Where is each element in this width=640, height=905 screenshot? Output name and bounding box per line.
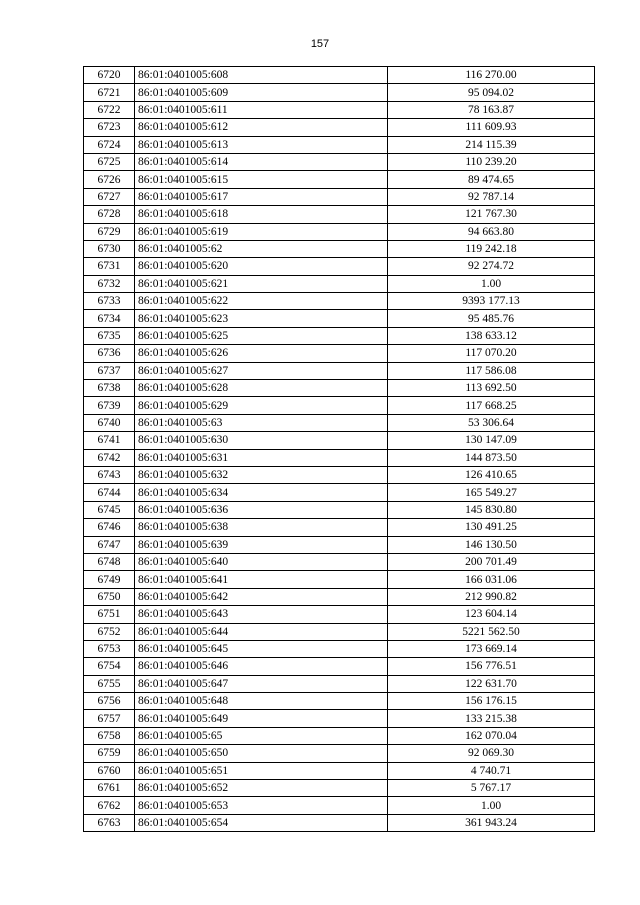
row-number: 6763 xyxy=(84,814,135,831)
table-row xyxy=(84,553,595,570)
cadastral-value: 165 549.27 xyxy=(388,484,595,501)
cadastral-number: 86:01:0401005:646 xyxy=(135,658,388,675)
table-row xyxy=(84,519,595,536)
cadastral-value: 92 069.30 xyxy=(388,745,595,762)
cadastral-value: 5 767.17 xyxy=(388,780,595,797)
row-number: 6732 xyxy=(84,275,135,292)
cadastral-value: 138 633.12 xyxy=(388,327,595,344)
table-row xyxy=(84,327,595,344)
table-row xyxy=(84,136,595,153)
row-number: 6762 xyxy=(84,797,135,814)
cadastral-number: 86:01:0401005:638 xyxy=(135,519,388,536)
row-number: 6761 xyxy=(84,780,135,797)
row-number: 6744 xyxy=(84,484,135,501)
row-number: 6742 xyxy=(84,449,135,466)
cadastral-value: 145 830.80 xyxy=(388,501,595,518)
row-number: 6754 xyxy=(84,658,135,675)
cadastral-number: 86:01:0401005:644 xyxy=(135,623,388,640)
cadastral-value: 361 943.24 xyxy=(388,814,595,831)
row-number: 6724 xyxy=(84,136,135,153)
cadastral-value: 117 586.08 xyxy=(388,362,595,379)
table-row xyxy=(84,67,595,84)
table-row xyxy=(84,693,595,710)
cadastral-value: 122 631.70 xyxy=(388,675,595,692)
table-row xyxy=(84,466,595,483)
cadastral-number: 86:01:0401005:625 xyxy=(135,327,388,344)
row-number: 6722 xyxy=(84,101,135,118)
cadastral-value: 95 485.76 xyxy=(388,310,595,327)
cadastral-value: 1.00 xyxy=(388,275,595,292)
cadastral-value: 110 239.20 xyxy=(388,153,595,170)
table-row xyxy=(84,153,595,170)
row-number: 6747 xyxy=(84,536,135,553)
cadastral-number: 86:01:0401005:621 xyxy=(135,275,388,292)
cadastral-number: 86:01:0401005:632 xyxy=(135,466,388,483)
cadastral-value: 94 663.80 xyxy=(388,223,595,240)
table-row xyxy=(84,119,595,136)
cadastral-number: 86:01:0401005:627 xyxy=(135,362,388,379)
table-row xyxy=(84,345,595,362)
cadastral-number: 86:01:0401005:65 xyxy=(135,727,388,744)
table-row xyxy=(84,397,595,414)
row-number: 6723 xyxy=(84,119,135,136)
table-row xyxy=(84,484,595,501)
cadastral-value: 111 609.93 xyxy=(388,119,595,136)
cadastral-number: 86:01:0401005:643 xyxy=(135,606,388,623)
cadastral-number: 86:01:0401005:642 xyxy=(135,588,388,605)
cadastral-value: 119 242.18 xyxy=(388,240,595,257)
row-number: 6759 xyxy=(84,745,135,762)
row-number: 6750 xyxy=(84,588,135,605)
page-number: 157 xyxy=(310,38,330,50)
row-number: 6728 xyxy=(84,206,135,223)
row-number: 6755 xyxy=(84,675,135,692)
table-row xyxy=(84,536,595,553)
cadastral-value: 146 130.50 xyxy=(388,536,595,553)
cadastral-value: 214 115.39 xyxy=(388,136,595,153)
cadastral-value: 130 491.25 xyxy=(388,519,595,536)
table-row xyxy=(84,658,595,675)
cadastral-value: 116 270.00 xyxy=(388,67,595,84)
table-row xyxy=(84,571,595,588)
cadastral-value: 130 147.09 xyxy=(388,432,595,449)
table-row xyxy=(84,432,595,449)
row-number: 6727 xyxy=(84,188,135,205)
cadastral-value: 5221 562.50 xyxy=(388,623,595,640)
row-number: 6739 xyxy=(84,397,135,414)
row-number: 6745 xyxy=(84,501,135,518)
cadastral-number: 86:01:0401005:653 xyxy=(135,797,388,814)
cadastral-value: 156 176.15 xyxy=(388,693,595,710)
row-number: 6751 xyxy=(84,606,135,623)
table-row xyxy=(84,623,595,640)
cadastral-number: 86:01:0401005:645 xyxy=(135,640,388,657)
cadastral-number: 86:01:0401005:623 xyxy=(135,310,388,327)
cadastral-value: 173 669.14 xyxy=(388,640,595,657)
row-number: 6760 xyxy=(84,762,135,779)
cadastral-number: 86:01:0401005:641 xyxy=(135,571,388,588)
table-row xyxy=(84,171,595,188)
cadastral-number: 86:01:0401005:608 xyxy=(135,67,388,84)
row-number: 6758 xyxy=(84,727,135,744)
cadastral-number: 86:01:0401005:639 xyxy=(135,536,388,553)
row-number: 6720 xyxy=(84,67,135,84)
cadastral-value: 133 215.38 xyxy=(388,710,595,727)
cadastral-number: 86:01:0401005:640 xyxy=(135,553,388,570)
row-number: 6729 xyxy=(84,223,135,240)
row-number: 6737 xyxy=(84,362,135,379)
row-number: 6730 xyxy=(84,240,135,257)
row-number: 6741 xyxy=(84,432,135,449)
cadastral-number: 86:01:0401005:615 xyxy=(135,171,388,188)
table-row xyxy=(84,797,595,814)
cadastral-number: 86:01:0401005:629 xyxy=(135,397,388,414)
cadastral-number: 86:01:0401005:648 xyxy=(135,693,388,710)
cadastral-value: 121 767.30 xyxy=(388,206,595,223)
table-row xyxy=(84,675,595,692)
table-row xyxy=(84,293,595,310)
row-number: 6731 xyxy=(84,258,135,275)
row-number: 6756 xyxy=(84,693,135,710)
cadastral-number: 86:01:0401005:651 xyxy=(135,762,388,779)
table-row xyxy=(84,206,595,223)
table-row xyxy=(84,310,595,327)
cadastral-number: 86:01:0401005:612 xyxy=(135,119,388,136)
cadastral-number: 86:01:0401005:630 xyxy=(135,432,388,449)
row-number: 6743 xyxy=(84,466,135,483)
table-row xyxy=(84,606,595,623)
table-row xyxy=(84,588,595,605)
cadastral-number: 86:01:0401005:614 xyxy=(135,153,388,170)
table-row xyxy=(84,745,595,762)
cadastral-number: 86:01:0401005:618 xyxy=(135,206,388,223)
row-number: 6725 xyxy=(84,153,135,170)
cadastral-value: 113 692.50 xyxy=(388,380,595,397)
cadastral-number: 86:01:0401005:631 xyxy=(135,449,388,466)
table-row xyxy=(84,814,595,831)
cadastral-value: 89 474.65 xyxy=(388,171,595,188)
cadastral-value: 166 031.06 xyxy=(388,571,595,588)
cadastral-number: 86:01:0401005:620 xyxy=(135,258,388,275)
cadastral-value: 53 306.64 xyxy=(388,414,595,431)
table-row xyxy=(84,762,595,779)
cadastral-number: 86:01:0401005:649 xyxy=(135,710,388,727)
cadastral-number: 86:01:0401005:650 xyxy=(135,745,388,762)
cadastral-value: 117 668.25 xyxy=(388,397,595,414)
table-row xyxy=(84,501,595,518)
cadastral-value: 123 604.14 xyxy=(388,606,595,623)
table-row xyxy=(84,449,595,466)
cadastral-number: 86:01:0401005:613 xyxy=(135,136,388,153)
row-number: 6721 xyxy=(84,84,135,101)
row-number: 6733 xyxy=(84,293,135,310)
cadastral-number: 86:01:0401005:628 xyxy=(135,380,388,397)
table-row xyxy=(84,84,595,101)
table-row xyxy=(84,414,595,431)
row-number: 6752 xyxy=(84,623,135,640)
table-row xyxy=(84,240,595,257)
row-number: 6738 xyxy=(84,380,135,397)
cadastral-value: 92 787.14 xyxy=(388,188,595,205)
row-number: 6734 xyxy=(84,310,135,327)
row-number: 6753 xyxy=(84,640,135,657)
cadastral-value: 95 094.02 xyxy=(388,84,595,101)
cadastral-number: 86:01:0401005:63 xyxy=(135,414,388,431)
cadastral-value: 92 274.72 xyxy=(388,258,595,275)
cadastral-number: 86:01:0401005:62 xyxy=(135,240,388,257)
table-row xyxy=(84,640,595,657)
table-row xyxy=(84,780,595,797)
cadastral-number: 86:01:0401005:611 xyxy=(135,101,388,118)
table-row xyxy=(84,362,595,379)
cadastral-value: 200 701.49 xyxy=(388,553,595,570)
cadastral-number: 86:01:0401005:617 xyxy=(135,188,388,205)
cadastral-number: 86:01:0401005:647 xyxy=(135,675,388,692)
table-body xyxy=(84,67,595,832)
row-number: 6749 xyxy=(84,571,135,588)
cadastral-number: 86:01:0401005:636 xyxy=(135,501,388,518)
table-row xyxy=(84,258,595,275)
cadastral-value: 126 410.65 xyxy=(388,466,595,483)
row-number: 6726 xyxy=(84,171,135,188)
row-number: 6757 xyxy=(84,710,135,727)
table-row xyxy=(84,727,595,744)
cadastral-value: 162 070.04 xyxy=(388,727,595,744)
cadastral-value: 4 740.71 xyxy=(388,762,595,779)
table-row xyxy=(84,380,595,397)
row-number: 6740 xyxy=(84,414,135,431)
cadastral-value: 212 990.82 xyxy=(388,588,595,605)
cadastral-value-table xyxy=(83,66,595,832)
cadastral-number: 86:01:0401005:619 xyxy=(135,223,388,240)
cadastral-value: 117 070.20 xyxy=(388,345,595,362)
row-number: 6735 xyxy=(84,327,135,344)
table-row xyxy=(84,275,595,292)
cadastral-value: 78 163.87 xyxy=(388,101,595,118)
cadastral-value: 144 873.50 xyxy=(388,449,595,466)
cadastral-number: 86:01:0401005:634 xyxy=(135,484,388,501)
row-number: 6746 xyxy=(84,519,135,536)
table-row xyxy=(84,188,595,205)
cadastral-number: 86:01:0401005:626 xyxy=(135,345,388,362)
table-row xyxy=(84,101,595,118)
cadastral-number: 86:01:0401005:654 xyxy=(135,814,388,831)
cadastral-value: 1.00 xyxy=(388,797,595,814)
cadastral-number: 86:01:0401005:652 xyxy=(135,780,388,797)
cadastral-number: 86:01:0401005:609 xyxy=(135,84,388,101)
table-row xyxy=(84,710,595,727)
cadastral-value: 9393 177.13 xyxy=(388,293,595,310)
table-row xyxy=(84,223,595,240)
row-number: 6748 xyxy=(84,553,135,570)
row-number: 6736 xyxy=(84,345,135,362)
cadastral-value: 156 776.51 xyxy=(388,658,595,675)
cadastral-number: 86:01:0401005:622 xyxy=(135,293,388,310)
